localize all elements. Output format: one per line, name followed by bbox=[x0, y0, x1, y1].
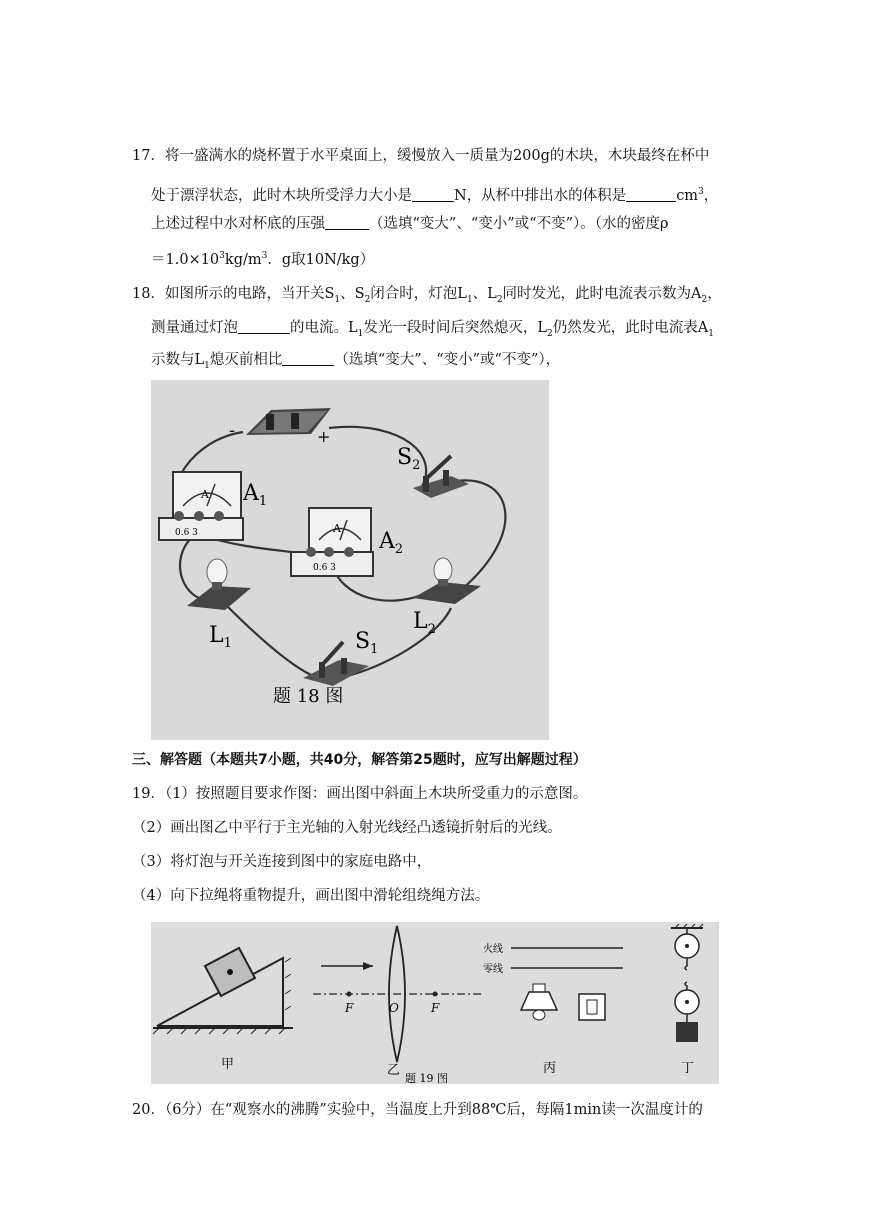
q20-line1: 20．（6分）在“观察水的沸腾”实验中，当温度上升到88℃后，每隔1min读一次温度计的 bbox=[132, 1102, 703, 1118]
switch-s2 bbox=[397, 445, 469, 498]
q18-blank-ammeter[interactable] bbox=[282, 351, 334, 366]
label-yi: 乙 bbox=[387, 1063, 401, 1078]
q17-blank-buoyancy[interactable] bbox=[412, 187, 454, 202]
a1-scale: 0.6 3 bbox=[175, 528, 198, 538]
a1-meter-letter: A bbox=[201, 488, 209, 501]
focus-right-label: F bbox=[431, 1001, 440, 1015]
q17-blank-volume[interactable] bbox=[626, 187, 676, 202]
focus-left-label: F bbox=[345, 1001, 354, 1015]
bulb-l1 bbox=[187, 559, 251, 651]
q17-line1: 17．将一盛满水的烧杯置于水平桌面上，缓慢放入一质量为200g的木块，木块最终在杯中 bbox=[132, 148, 710, 164]
pulley-system bbox=[671, 924, 703, 1076]
q18-line3: 示数与$L_1$熄灭前相比 （选填“变大”、“变小”或“不变”）， bbox=[151, 352, 561, 371]
q17-line3: 上述过程中水对杯底的压强 （选填“变大”、“变小”或“不变”）。（水的密度ρ bbox=[151, 216, 669, 232]
ammeter-a2 bbox=[291, 508, 403, 576]
q19-part2: （2）画出图乙中平行于主光轴的入射光线经凸透镜折射后的光线。 bbox=[132, 820, 562, 836]
q19-part1: 19．（1）按照题目要求作图：画出图中斜面上木块所受重力的示意图。 bbox=[132, 786, 588, 802]
battery bbox=[229, 408, 331, 446]
label-ding: 丁 bbox=[681, 1061, 695, 1076]
battery-plus-label: + bbox=[317, 427, 331, 446]
drawing-tasks-figure bbox=[151, 922, 719, 1084]
s1-label: $S_1$ bbox=[355, 629, 379, 657]
label-bing: 丙 bbox=[543, 1061, 557, 1076]
fig19-drawing bbox=[151, 922, 719, 1084]
incline-block bbox=[153, 948, 293, 1072]
switch-s1 bbox=[303, 629, 378, 686]
q18-line2: 测量通过灯泡 的电流。$L_1$发光一段时间后突然熄灭，$L_2$仍然发光，此时电流表$A_1$ bbox=[151, 320, 714, 339]
a1-label: $A_1$ bbox=[243, 481, 268, 509]
a2-scale: 0.6 3 bbox=[313, 563, 336, 573]
l2-label: $L_2$ bbox=[413, 609, 436, 637]
s2-label: $S_2$ bbox=[397, 445, 421, 473]
circuit-drawing bbox=[151, 380, 549, 740]
fig19-caption: 题 19 图 bbox=[405, 1072, 448, 1084]
fig18-caption: 题 18 图 bbox=[273, 686, 344, 707]
a2-meter-letter: A bbox=[333, 522, 341, 535]
ammeter-a1 bbox=[159, 472, 267, 540]
q17-line2: 处于漂浮状态，此时木块所受浮力大小是 N，从杯中排出水的体积是 $cm^3$， bbox=[151, 187, 719, 204]
a2-label: $A_2$ bbox=[379, 529, 404, 557]
q19-part3: （3）将灯泡与开关连接到图中的家庭电路中， bbox=[132, 854, 432, 870]
circuit-figure bbox=[151, 380, 549, 740]
q17-line4: $=1.0\times 10^3kg/m^3$．g取10N/kg） bbox=[151, 251, 375, 268]
household-circuit bbox=[483, 942, 623, 1076]
convex-lens bbox=[313, 926, 481, 1078]
neutral-wire-label: 零线 bbox=[483, 964, 503, 975]
q18-blank-bulb[interactable] bbox=[238, 319, 290, 334]
q17-blank-pressure[interactable] bbox=[325, 215, 369, 230]
lens-center-label: O bbox=[389, 1001, 399, 1015]
q18-line1: 18．如图所示的电路，当开关$S_1$、$S_2$闭合时，灯泡$L_1$、$L_2$同时发光，此时电流表示数为$A_2$， bbox=[132, 286, 722, 305]
battery-minus-label: - bbox=[229, 420, 236, 441]
q19-part4: （4）向下拉绳将重物提升，画出图中滑轮组绕绳方法。 bbox=[132, 888, 490, 904]
label-jia: 甲 bbox=[221, 1057, 235, 1072]
live-wire-label: 火线 bbox=[483, 944, 503, 955]
bulb-l2 bbox=[413, 558, 481, 637]
section3-heading: 三、解答题（本题共7小题，共40分，解答第25题时，应写出解题过程） bbox=[132, 752, 587, 768]
l1-label: $L_1$ bbox=[209, 623, 232, 651]
